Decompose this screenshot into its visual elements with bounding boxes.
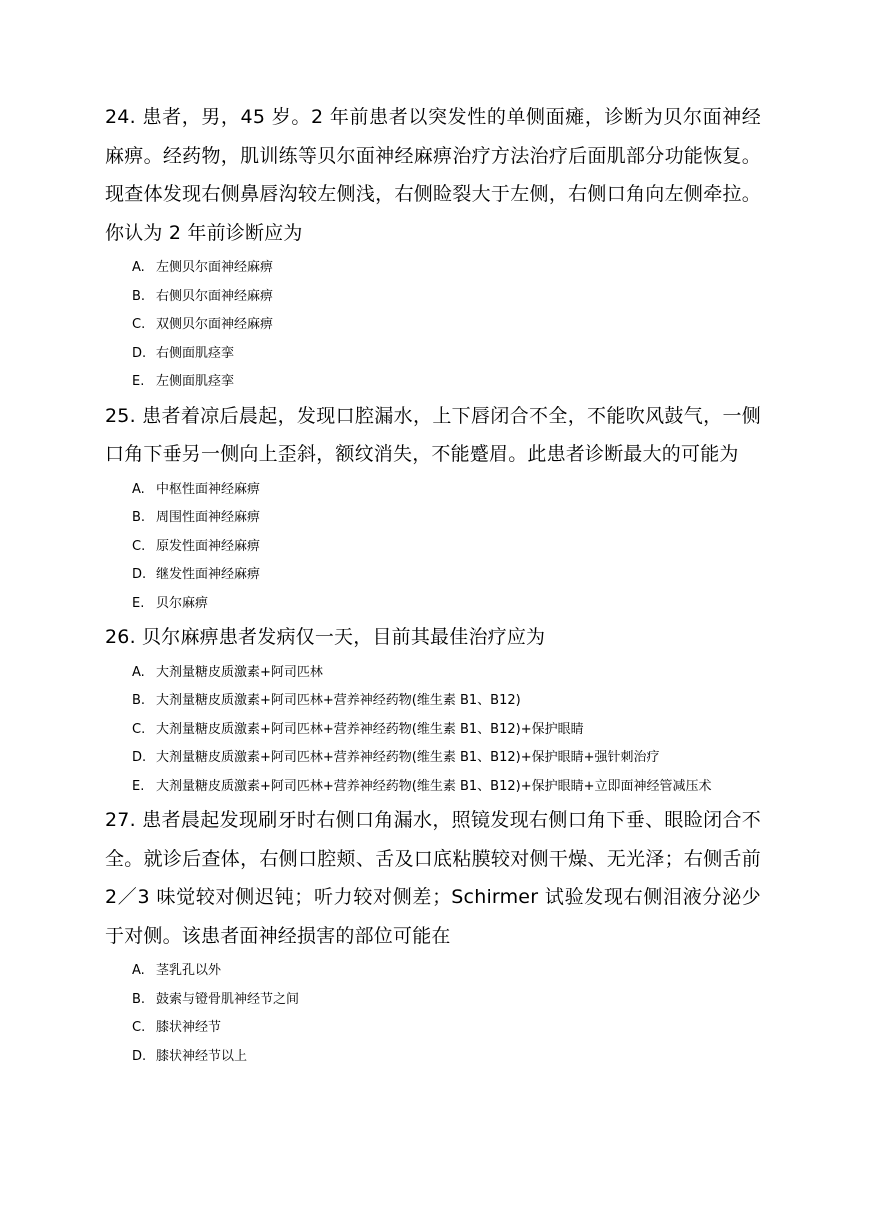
option-text: 中枢性面神经麻痹 bbox=[156, 481, 261, 497]
option-a bbox=[132, 254, 761, 283]
option-d bbox=[132, 340, 761, 369]
option-letter: E. bbox=[132, 778, 145, 794]
question-stem: 24. 患者，男，45 岁。2 年前患者以突发性的单侧面瘫，诊断为贝尔面神经麻痹。经药物，肌训练等贝尔面神经麻痹治疗方法治疗后面肌部分功能恢复。现查体发现右侧鼻唇沟较左侧浅，右侧睑裂大于左侧，右侧口角向左侧牵拉。你认为 2 年前诊断应为 bbox=[105, 106, 761, 244]
option-text: 左侧贝尔面神经麻痹 bbox=[156, 260, 274, 275]
question-stem: 25. 患者着凉后晨起，发现口腔漏水，上下唇闭合不全，不能吹风鼓气，一侧口角下垂另一侧向上歪斜，额纹消失，不能蹙眉。此患者诊断最大的可能为 bbox=[105, 404, 761, 465]
option-text: 右侧面肌痉挛 bbox=[156, 345, 235, 361]
option-e bbox=[132, 773, 761, 802]
question-27 bbox=[105, 801, 761, 1071]
option-text: 大剂量糖皮质激素+阿司匹林+营养神经药物(维生素 B1、B12)+保护眼睛+强针刺治疗 bbox=[156, 750, 660, 765]
option-c bbox=[132, 1014, 761, 1043]
question-24 bbox=[105, 98, 761, 397]
question-stem: 27. 患者晨起发现刷牙时右侧口角漏水，照镜发现右侧口角下垂、眼睑闭合不全。就诊后查体，右侧口腔颊、舌及口底粘膜较对侧干燥、无光泽；右侧舌前 2／3 味觉较对侧迟钝；听力较对侧差；Schirmer 试验发现右侧泪液分泌少于对侧。该患者面神经损害的部位可能在 bbox=[105, 809, 761, 947]
option-text: 茎乳孔以外 bbox=[156, 963, 222, 978]
question-25 bbox=[105, 397, 761, 619]
option-list bbox=[105, 476, 761, 619]
option-letter: C. bbox=[132, 538, 146, 554]
option-letter: D. bbox=[132, 567, 147, 582]
option-list bbox=[105, 254, 761, 397]
option-letter: A. bbox=[132, 481, 145, 497]
option-b bbox=[132, 504, 761, 533]
option-e bbox=[132, 368, 761, 397]
option-text: 膝状神经节 bbox=[156, 1020, 222, 1035]
option-a bbox=[132, 659, 761, 688]
option-text: 鼓索与镫骨肌神经节之间 bbox=[156, 991, 300, 1007]
option-letter: B. bbox=[132, 991, 146, 1007]
option-text: 大剂量糖皮质激素+阿司匹林+营养神经药物(维生素 B1、B12)+保护眼睛 bbox=[156, 721, 584, 737]
option-text: 贝尔麻痹 bbox=[156, 595, 209, 611]
option-a bbox=[132, 957, 761, 986]
option-text: 继发性面神经麻痹 bbox=[156, 567, 261, 582]
option-letter: B. bbox=[132, 693, 146, 708]
option-c bbox=[132, 716, 761, 745]
option-list bbox=[105, 659, 761, 802]
option-letter: B. bbox=[132, 288, 146, 304]
option-letter: C. bbox=[132, 1020, 146, 1035]
option-list bbox=[105, 957, 761, 1071]
option-c bbox=[132, 311, 761, 340]
option-d bbox=[132, 1043, 761, 1072]
option-b bbox=[132, 283, 761, 312]
option-letter: A. bbox=[132, 664, 145, 680]
option-b bbox=[132, 687, 761, 716]
option-text: 大剂量糖皮质激素+阿司匹林+营养神经药物(维生素 B1、B12) bbox=[156, 693, 521, 708]
option-d bbox=[132, 744, 761, 773]
option-text: 大剂量糖皮质激素+阿司匹林 bbox=[156, 664, 323, 680]
option-letter: D. bbox=[132, 345, 147, 361]
option-c bbox=[132, 533, 761, 562]
option-text: 膝状神经节以上 bbox=[156, 1048, 248, 1064]
option-letter: D. bbox=[132, 1048, 147, 1064]
option-text: 双侧贝尔面神经麻痹 bbox=[156, 317, 274, 332]
option-letter: D. bbox=[132, 750, 147, 765]
option-letter: E. bbox=[132, 595, 145, 611]
option-d bbox=[132, 561, 761, 590]
option-letter: C. bbox=[132, 317, 146, 332]
option-letter: E. bbox=[132, 374, 145, 389]
option-letter: A. bbox=[132, 260, 145, 275]
question-26 bbox=[105, 618, 761, 801]
option-text: 周围性面神经麻痹 bbox=[156, 510, 261, 525]
option-a bbox=[132, 476, 761, 505]
option-b bbox=[132, 986, 761, 1015]
option-text: 左侧面肌痉挛 bbox=[156, 374, 235, 389]
option-e bbox=[132, 590, 761, 619]
option-text: 右侧贝尔面神经麻痹 bbox=[156, 288, 274, 304]
question-stem: 26. 贝尔麻痹患者发病仅一天，目前其最佳治疗应为 bbox=[105, 626, 546, 648]
option-letter: C. bbox=[132, 721, 146, 737]
option-letter: B. bbox=[132, 510, 146, 525]
option-text: 原发性面神经麻痹 bbox=[156, 538, 261, 554]
option-letter: A. bbox=[132, 963, 145, 978]
option-text: 大剂量糖皮质激素+阿司匹林+营养神经药物(维生素 B1、B12)+保护眼睛+立即面神经管减压术 bbox=[156, 778, 712, 794]
